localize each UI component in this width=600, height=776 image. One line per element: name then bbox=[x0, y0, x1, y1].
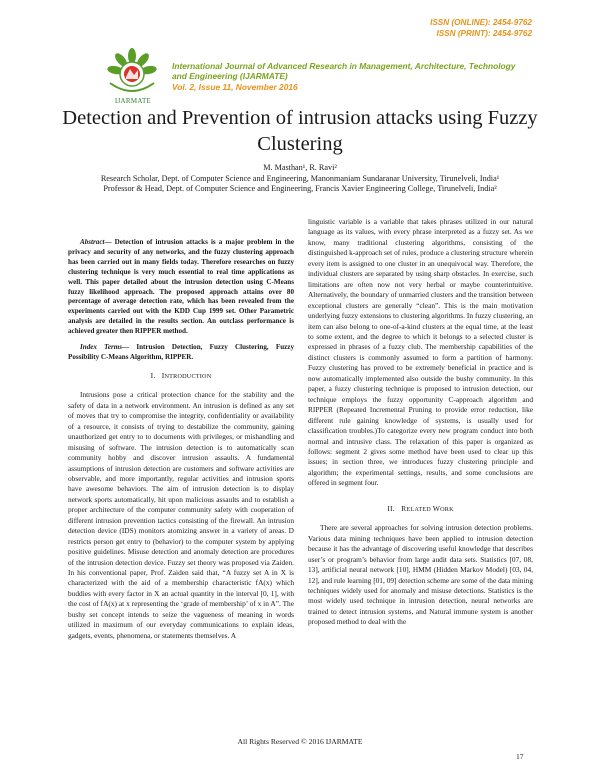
author-block bbox=[60, 163, 540, 195]
index-terms-text: — Intrusion Detection, Fuzzy Clustering, Fuzzy Possibility C-Means Algorithm, RIPPER. bbox=[68, 343, 294, 361]
introduction-continued: linguistic variable is a variable that takes phrases utilized in our natural language as its values, with every phrase interpreted as a fuzzy set. As we know, many traditional clustering algorithms, consisting of the distinguished k-approach set of rules, produce a clustering structure wherein every item is assigned to one cluster in an unequivocal way. Therefore, the individual clusters are separated by using sharp obstacles. In exercise, such limitations are often now not very herbal or maybe counterintuitive. Alternatively, the boundary of unmarried clusters and the transition between exceptional clusters are generally “clean”. This is the main motivation underlying fuzzy extensions to clustering algorithms. In fuzzy clustering, an item can also belong to one-of-a-kind clusters at the equal time, at the least to some extent, and the degree to which it belongs to a selected cluster is expressed in phrases of a fuzzy club. The membership capabilities of the distinct clusters is commonly assumed to form a partition of harmony. Fuzzy clustering has proved to be extremely beneficial in practice and is now automatically implemented also outside the bushy community. In this paper, a fuzzy clustering technique is proposed to intrusion detection, our technique employs the fuzzy opportunity C-approach algorithm and RIPPER (Repeated Incremental Pruning to provide error reduction, like different rule gaining knowledge of systems, is usually used for classification troubles.)To categorize every new program conduct into both normal and intrusive class. The relaxation of this paper is organized as follows: segment 2 gives some method have been used to clear up this issues; in section three, we introduces fuzzy clustering principle and algorithm; the experimental settings, results, and some conclusions are offered in segment four. bbox=[308, 217, 533, 488]
index-terms bbox=[68, 343, 294, 363]
page-number: 17 bbox=[516, 752, 524, 761]
affiliation-1: Research Scholar, Dept. of Computer Science and Engineering, Manonmaniam Sundaranar University, Tirunelveli, India¹ bbox=[100, 173, 500, 183]
affiliation-2: Professor & Head, Dept. of Computer Science and Engineering, Francis Xavier Engineering College, Tirunelveli, India² bbox=[103, 184, 497, 194]
paper-title: Detection and Prevention of intrusion attacks using Fuzzy Clustering bbox=[62, 107, 538, 155]
index-terms-label: Index Terms bbox=[80, 343, 123, 352]
journal-volume: Vol. 2, Issue 11, November 2016 bbox=[172, 81, 298, 92]
abstract-label: Abstract bbox=[80, 238, 105, 246]
issn-block bbox=[430, 17, 532, 39]
journal-logo-icon bbox=[104, 47, 160, 99]
journal-name: International Journal of Advanced Research in Management, Architecture, Technology and Engineering (IJARMATE) bbox=[172, 61, 516, 82]
logo-text: IJARMATE bbox=[114, 97, 152, 105]
left-column bbox=[68, 238, 294, 641]
related-work-paragraph: There are several approaches for solving intrusion detection problems. Various data mining techniques have been applied to intrusion detection because it has the advantage of discovering useful knowledge that describes user’s or program’s behavior from large audit data sets. Statistics [07, 08, 13], artificial neural network [10], HMM (Hidden Markov Model) [03, 04, 12], and rule learning [01, 09] detection scheme are some of the data mining techniques widely used for anomaly and misuse detections. Statistics is the most widely used technique in intrusion detection, neural networks are trained to detect intrusion systems, and Natural immune system is another proposed method to deal with the bbox=[308, 523, 533, 627]
author-names: M. Masthan¹, R. Ravi² bbox=[263, 163, 337, 172]
issn-online: ISSN (ONLINE): 2454-9762 bbox=[430, 18, 532, 27]
section-heading-introduction: I. INTRODUCTION bbox=[150, 370, 212, 380]
abstract-text: — Detection of intrusion attacks is a major problem in the privacy and security of any networks, and the fuzzy clustering approach has been carried out in many fields today. Therefore researches on fuzzy clustering technique is very much essential to real time applications as well. This paper detailed about the intrusion detection using C-Means fuzzy likelihood approach. The proposed approach attains over 80 percentage of average detection rate, which has been revealed from the experiments carried out with the KDD Cup 1999 set. Other Parametric analysis are detailed in the results section. An outclass performance is achieved greater then RIPPER method. bbox=[68, 238, 294, 336]
issn-print: ISSN (PRINT): 2454-9762 bbox=[436, 29, 532, 38]
journal-header bbox=[172, 61, 532, 92]
section-heading-related-work: II. RELATED WORK bbox=[387, 503, 454, 513]
copyright-footer: All Rights Reserved © 2016 IJARMATE bbox=[237, 737, 363, 746]
right-column bbox=[308, 217, 533, 628]
abstract bbox=[68, 238, 294, 337]
introduction-paragraph: Intrusions pose a critical protection chance for the stability and the safety of data in a network environment. An intrusion is defined as any set of moves that try to compromise the integrity, confidentiality or availability of a resource, it consists of trying to destabilize the community, gaining unauthorized get entry to to documents with privileges, or mishandling and misusing of software. The intrusion detection is to automatically scan community hobby and discover intrusion assaults. A fundamental assumptions of intrusion detection are customers and software activities are observable, and more importantly, regular activities and intrusion sports have awesome behaviors. The aim of intrusion detection is to display network sports automatically, hit upon malicious assaults and to establish a proper architecture of the computer community safety with cooperation of different intrusion prevention tactics consisting of the firewall. An intrusion detection device (IDS) monitors atomizing answer in a variety of areas. D restricts person get entry to (behavior) to the computer system by applying positive guidelines. Misuse detection and anomaly detection are procedures of the intrusion detection device. Fuzzy set theory was proposed via Zaiden. In his conventional paper, Prof. Zaiden said that, “A fuzzy set A in X is characterized with the aid of a membership characteristic fA(x) which buddies with every factor in X an actual quantity in the interval [0, 1], with the cost of fA(x) at x representing the ‘grade of membership’ of x in A”. The bushy set concept intends to seize the vagueness of meaning in words utilized in maximum of our everyday communications to explain ideas, gadgets, events, phenomena, or statements themselves. A bbox=[68, 390, 294, 640]
